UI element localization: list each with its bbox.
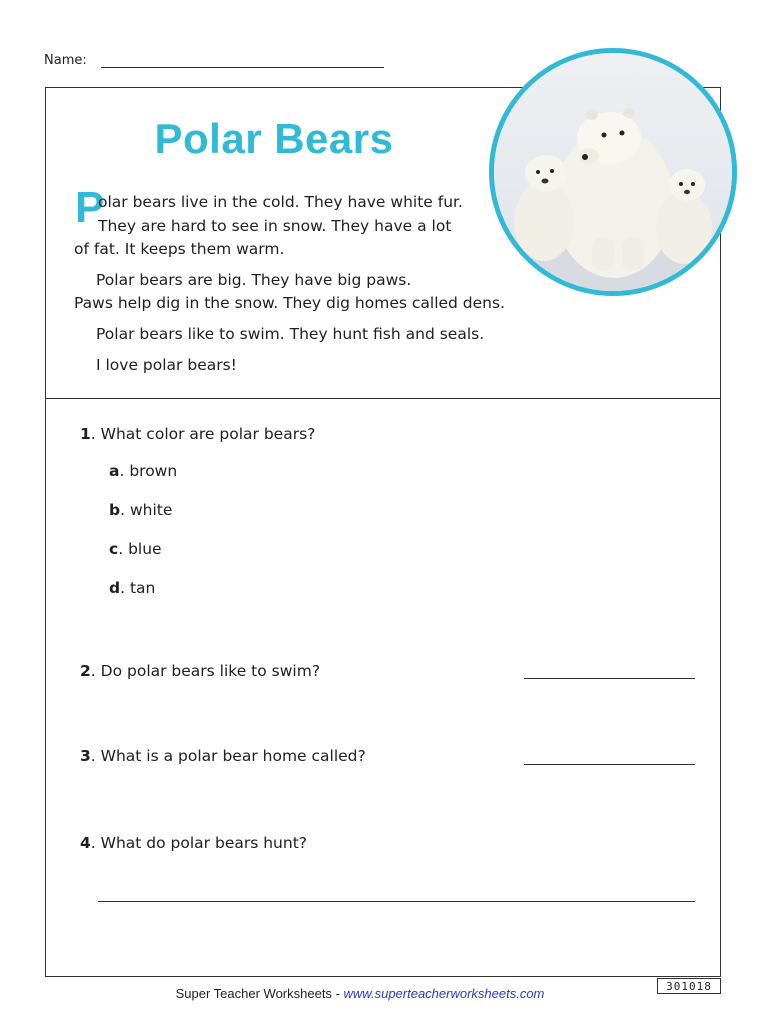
footer-separator: - xyxy=(335,986,340,1001)
answer-line-3[interactable] xyxy=(524,764,695,765)
option-letter: b xyxy=(109,501,121,519)
polar-bear-photo xyxy=(489,48,737,296)
page-title: Polar Bears xyxy=(154,115,394,162)
reading-line: Paws help dig in the snow. They dig homes called dens. xyxy=(74,294,506,312)
option-letter: d xyxy=(109,579,121,597)
option-b[interactable]: b. white xyxy=(109,501,173,519)
reading-line: olar bears live in the cold. They have white fur. xyxy=(98,193,463,211)
question-number: 2 xyxy=(80,662,91,680)
option-c[interactable]: c. blue xyxy=(109,540,162,558)
question-2: 2. Do polar bears like to swim? xyxy=(80,662,321,680)
option-text: white xyxy=(129,501,173,519)
option-text: brown xyxy=(129,462,178,480)
question-text: What do polar bears hunt? xyxy=(100,834,308,852)
footer-site-name: Super Teacher Worksheets xyxy=(175,986,332,1001)
option-d[interactable]: d. tan xyxy=(109,579,156,597)
footer-url-link[interactable]: www.superteacherworksheets.com xyxy=(343,986,545,1001)
reading-line: of fat. It keeps them warm. xyxy=(74,240,285,258)
reading-line: I love polar bears! xyxy=(96,356,237,374)
worksheet-code: 301018 xyxy=(657,978,721,994)
reading-line: They are hard to see in snow. They have a lot xyxy=(98,217,452,235)
question-4: 4. What do polar bears hunt? xyxy=(80,834,308,852)
option-letter: a xyxy=(109,462,120,480)
question-number: 4 xyxy=(80,834,91,852)
question-text: Do polar bears like to swim? xyxy=(100,662,321,680)
polar-bear-illustration xyxy=(494,53,732,291)
reading-line: Polar bears like to swim. They hunt fish and seals. xyxy=(96,325,485,343)
option-text: tan xyxy=(129,579,156,597)
footer xyxy=(0,986,720,1001)
section-divider xyxy=(45,398,721,399)
answer-line-4[interactable] xyxy=(98,901,695,902)
question-number: 1 xyxy=(80,425,91,443)
question-number: 3 xyxy=(80,747,91,765)
name-label: Name: xyxy=(44,53,87,68)
reading-line: Polar bears are big. They have big paws. xyxy=(96,271,412,289)
option-text: blue xyxy=(128,540,162,558)
option-letter: c xyxy=(109,540,119,558)
drop-cap: P xyxy=(75,183,105,232)
name-field[interactable] xyxy=(101,67,384,68)
question-text: What color are polar bears? xyxy=(100,425,316,443)
question-3: 3. What is a polar bear home called? xyxy=(80,747,366,765)
question-text: What is a polar bear home called? xyxy=(100,747,366,765)
question-1: 1. What color are polar bears? xyxy=(80,425,316,443)
answer-line-2[interactable] xyxy=(524,678,695,679)
option-a[interactable]: a. brown xyxy=(109,462,178,480)
